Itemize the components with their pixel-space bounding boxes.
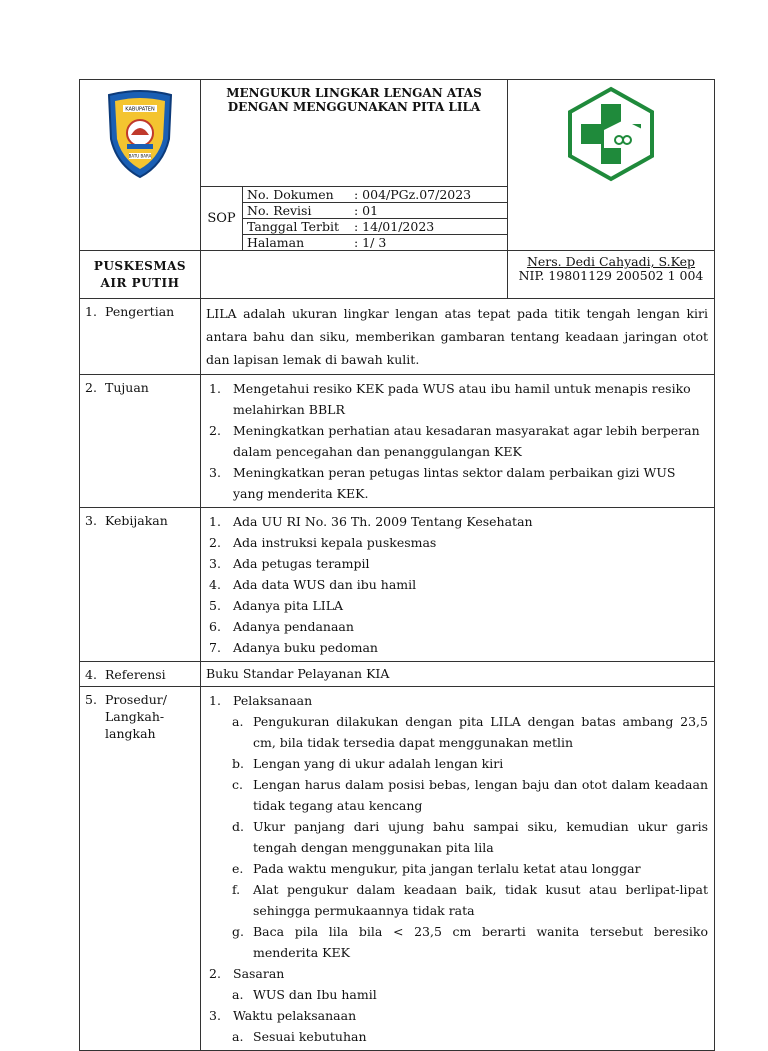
list-text: Meningkatkan peran petugas lintas sektor dalam perbaikan gizi WUS yang menderita KEK.	[233, 465, 676, 501]
section-label-tujuan	[80, 375, 201, 508]
section-label-kebijakan	[80, 508, 201, 662]
document-title	[201, 80, 508, 187]
meta-label-halaman: Halaman	[247, 235, 305, 250]
list-text: Meningkatkan perhatian atau kesadaran masyarakat agar lebih berperan dalam pencegahan dan penanggulangan KEK	[233, 423, 700, 459]
list-item	[206, 921, 708, 963]
kebijakan-content	[201, 508, 715, 662]
list-text: Ada data WUS dan ibu hamil	[233, 577, 417, 592]
list-item	[206, 616, 708, 637]
list-text: WUS dan Ibu hamil	[253, 987, 377, 1002]
tujuan-list	[206, 378, 708, 504]
puskesmas-logo-cell	[508, 80, 715, 251]
list-item	[206, 378, 708, 420]
list-item	[206, 879, 708, 921]
list-number: 3.	[209, 556, 221, 571]
prosedur-list-2	[206, 963, 708, 984]
list-number: 4.	[209, 577, 221, 592]
section-number: 2.	[85, 380, 97, 395]
list-text: Adanya pita LILA	[233, 598, 344, 613]
list-item: 3. Waktu pelaksanaan	[209, 1008, 357, 1023]
list-number: 1.	[209, 381, 221, 396]
list-text: Ada petugas terampil	[233, 556, 370, 571]
signature-block	[508, 251, 715, 299]
list-item	[206, 711, 708, 753]
list-item	[206, 637, 708, 658]
list-text: Baca pila lila bila < 23,5 cm berarti wanita tersebut beresiko menderita KEK	[253, 924, 708, 960]
list-text: Lengan yang di ukur adalah lengan kiri	[253, 756, 504, 771]
section-label-text: Prosedur/ Langkah- langkah	[105, 692, 167, 741]
list-number: a.	[232, 1029, 244, 1044]
puskesmas-name	[80, 251, 201, 299]
meta-value-revisi: : 01	[350, 203, 507, 219]
sop-label: SOP	[201, 187, 243, 251]
section-label-prosedur	[80, 687, 201, 1051]
section-label-referensi	[80, 662, 201, 687]
list-text: Sesuai kebutuhan	[253, 1029, 367, 1044]
list-item: 2. Sasaran	[209, 966, 285, 981]
section-label-text: Referensi	[105, 667, 166, 682]
document-meta	[243, 187, 508, 251]
list-item	[206, 984, 708, 1005]
signer-name: Ners. Dedi Cahyadi, S.Kep	[526, 254, 696, 269]
list-number: c.	[232, 777, 243, 792]
list-item	[206, 858, 708, 879]
list-number: a.	[232, 987, 244, 1002]
title-line-2: DENGAN MENGGUNAKAN PITA LILA	[227, 100, 481, 114]
list-item	[206, 753, 708, 774]
puskesmas-line-1: PUSKESMAS	[93, 258, 187, 273]
list-number: 3.	[209, 465, 221, 480]
section-number: 4.	[85, 667, 97, 682]
list-item	[206, 574, 708, 595]
emblem-text-top: KABUPATEN	[125, 106, 155, 112]
list-text: Ukur panjang dari ujung bahu sampai siku, kemudian ukur garis tengah dengan menggunakan pita lila	[253, 819, 708, 855]
signer-nip: NIP. 19801129 200502 1 004	[518, 268, 704, 283]
list-text: Ada instruksi kepala puskesmas	[233, 535, 437, 550]
section-label-text: Kebijakan	[105, 513, 168, 528]
list-number: 5.	[209, 598, 221, 613]
section-label-text: Tujuan	[105, 380, 149, 395]
section-number: 1.	[85, 304, 97, 319]
list-number: 6.	[209, 619, 221, 634]
list-number: d.	[232, 819, 244, 834]
list-item	[206, 816, 708, 858]
regency-emblem-icon	[103, 89, 177, 179]
list-item	[206, 1026, 708, 1047]
sop-table	[79, 79, 715, 1051]
referensi-text: Buku Standar Pelayanan KIA	[201, 662, 715, 687]
list-text: Lengan harus dalam posisi bebas, lengan baju dan otot dalam keadaan tidak tegang atau kencang	[253, 777, 708, 813]
list-number: 2.	[209, 423, 221, 438]
list-number: 2.	[209, 535, 221, 550]
meta-value-tanggal: : 14/01/2023	[350, 219, 507, 235]
list-text: Pengukuran dilakukan dengan pita LILA dengan batas ambang 23,5 cm, bila tidak tersedia dapat menggunakan metlin	[253, 714, 708, 750]
list-text: Pada waktu mengukur, pita jangan terlalu ketat atau longgar	[253, 861, 641, 876]
emblem-text-bottom: BATU BARA	[128, 153, 152, 158]
list-item	[206, 774, 708, 816]
pelaksanaan-list	[206, 711, 708, 963]
list-number: a.	[232, 714, 244, 729]
kebijakan-list	[206, 511, 708, 658]
prosedur-list	[206, 690, 708, 711]
puskesmas-line-2: AIR PUTIH	[100, 275, 180, 290]
meta-label-dokumen: No. Dokumen	[243, 187, 350, 203]
section-label-text: Pengertian	[105, 304, 175, 319]
section-number: 3.	[85, 513, 97, 528]
puskesmas-logo-icon	[564, 86, 658, 182]
regency-emblem-cell	[80, 80, 201, 251]
list-text: Adanya buku pedoman	[233, 640, 378, 655]
list-number: 7.	[209, 640, 221, 655]
list-item	[206, 553, 708, 574]
meta-label-revisi: No. Revisi	[243, 203, 350, 219]
tujuan-content	[201, 375, 715, 508]
list-number: f.	[232, 882, 241, 897]
waktu-list	[206, 1026, 708, 1047]
list-item: 1. Pelaksanaan	[209, 693, 313, 708]
list-number: g.	[232, 924, 244, 939]
list-item	[206, 462, 708, 504]
list-number: e.	[232, 861, 244, 876]
meta-value-halaman: : 1/ 3	[354, 235, 387, 250]
list-number: b.	[232, 756, 244, 771]
meta-label-tanggal: Tanggal Terbit	[243, 219, 350, 235]
sasaran-list	[206, 984, 708, 1005]
section-number: 5.	[85, 692, 97, 707]
list-text: Ada UU RI No. 36 Th. 2009 Tentang Kesehatan	[233, 514, 533, 529]
blank-cell	[201, 251, 508, 299]
list-item	[206, 595, 708, 616]
meta-value-dokumen: : 004/PGz.07/2023	[350, 187, 507, 203]
pengertian-text: LILA adalah ukuran lingkar lengan atas tepat pada titik tengah lengan kiri antara bahu dan siku, memberikan gambaran tentang keadaan jaringan otot dan lapisan lemak di bawah kulit.	[201, 299, 715, 375]
list-text: Adanya pendanaan	[233, 619, 354, 634]
list-item	[206, 532, 708, 553]
prosedur-content	[201, 687, 715, 1051]
list-item	[206, 420, 708, 462]
title-line-1: MENGUKUR LINGKAR LENGAN ATAS	[226, 86, 482, 100]
list-text: Alat pengukur dalam keadaan baik, tidak kusut atau berlipat-lipat sehingga permukaannya tidak rata	[253, 882, 708, 918]
list-item	[206, 511, 708, 532]
list-text: Mengetahui resiko KEK pada WUS atau ibu hamil untuk menapis resiko melahirkan BBLR	[233, 381, 691, 417]
section-label-pengertian	[80, 299, 201, 375]
prosedur-list-3	[206, 1005, 708, 1026]
list-number: 1.	[209, 514, 221, 529]
